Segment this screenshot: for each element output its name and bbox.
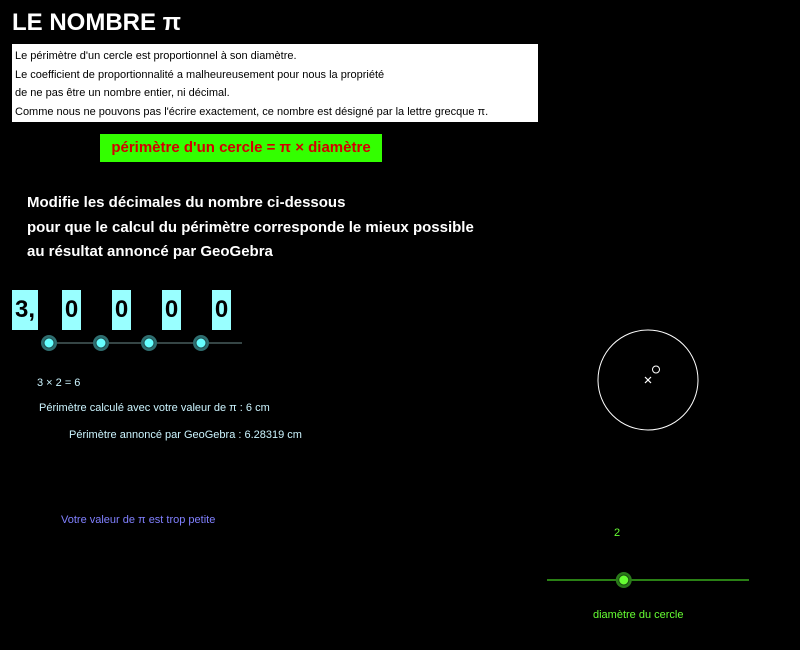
diameter-slider-knob[interactable] bbox=[619, 575, 629, 585]
verdict-text: Votre valeur de π est trop petite bbox=[61, 514, 216, 526]
instruction-line: Modifie les décimales du nombre ci-dessous bbox=[27, 194, 346, 211]
instruction-line: pour que le calcul du périmètre corresponde le mieux possible bbox=[27, 218, 474, 236]
intro-line: Le périmètre d'un cercle est proportionnel à son diamètre. bbox=[15, 50, 297, 62]
pi-integer-part: 3, bbox=[12, 290, 38, 330]
pi-decimal-1: 0 bbox=[62, 290, 81, 330]
pi-decimal-4: 0 bbox=[212, 290, 231, 330]
page-title: LE NOMBRE π bbox=[12, 9, 182, 36]
formula-box: périmètre d'un cercle = π × diamètre bbox=[100, 134, 382, 162]
instruction-line: au résultat annoncé par GeoGebra bbox=[27, 243, 273, 260]
intro-line: Le coefficient de proportionnalité a malheureusement pour nous la propriété bbox=[15, 68, 385, 81]
calculated-perimeter-text: Périmètre calculé avec votre valeur de π : 6 cm bbox=[39, 402, 270, 414]
intro-line: de ne pas être un nombre entier, ni décimal. bbox=[15, 87, 230, 99]
diameter-label: diamètre du cercle bbox=[593, 609, 684, 621]
intro-line: Comme nous ne pouvons pas l'écrire exactement, ce nombre est désigné par la lettre grecque π. bbox=[15, 105, 489, 118]
pi-decimal-2: 0 bbox=[112, 290, 131, 330]
announced-perimeter-text: Périmètre annoncé par GeoGebra : 6.28319 cm bbox=[69, 429, 302, 441]
pi-decimal-3: 0 bbox=[162, 290, 181, 330]
diameter-value: 2 bbox=[614, 527, 621, 539]
computation-text: 3 × 2 = 6 bbox=[37, 377, 81, 389]
